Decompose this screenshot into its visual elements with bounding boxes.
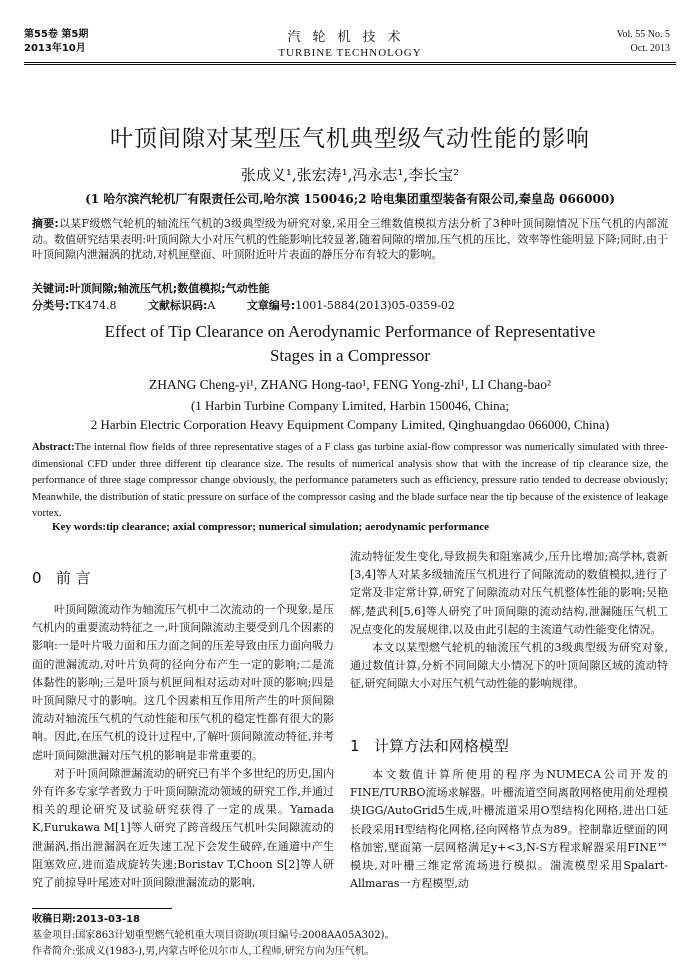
journal-name-en: TURBINE TECHNOLOGY <box>278 47 422 59</box>
right-column-bottom <box>350 766 668 893</box>
right-column-top <box>350 548 668 694</box>
keywords-en-label: Key words: <box>52 521 107 533</box>
article-no-label: 文章编号: <box>246 299 296 312</box>
doc-code-value: A <box>207 299 216 312</box>
right-paragraph-1: 流动特征发生变化,导致损失和阻塞减少,压升比增加;高学林,袁新[3,4]等人对某多级轴流压气机进行了间隙流动的数值模拟,进行了定常及非定常计算,研究了间隙流动对压气机整体性能的影响;吴艳辉,楚武利[5,6]等人研究了叶顶间隙的流动结构,泄漏随压气机工况点变化的发展规律,以及由此引起的主流道气动性能变化情况。 <box>350 550 668 636</box>
abstract-zh <box>32 216 668 263</box>
authors-zh: 张成义¹,张宏涛¹,冯永志¹,李长宝² <box>240 166 460 184</box>
header-right <box>617 28 670 56</box>
affiliation-en-1: (1 Harbin Turbine Company Limited, Harbin 150046, China; <box>190 398 510 413</box>
affiliation-zh: (1 哈尔滨汽轮机厂有限责任公司,哈尔滨 150046;2 哈电集团重型装备有限公司,秦皇岛 066000) <box>85 192 615 206</box>
paper-title-zh: 叶顶间隙对某型压气机典型级气动性能的影响 <box>110 126 590 152</box>
date-zh: 2013年10月 <box>24 43 86 54</box>
paper-title-en <box>0 320 700 368</box>
authors-en: ZHANG Cheng-yi¹, ZHANG Hong-tao¹, FENG Yong-zhi¹, LI Chang-bao² <box>148 377 552 392</box>
keywords-zh-text: 叶顶间隙;轴流压气机;数值模拟;气动性能 <box>69 282 270 295</box>
section-1-number: 1 <box>350 737 360 755</box>
footnotes <box>32 912 395 960</box>
cls-label: 分类号: <box>32 299 70 312</box>
left-paragraph-1: 叶顶间隙流动作为轴流压气机中二次流动的一个现象,是压气机内的重要流动特征之一,叶顶间隙流动主要受到几个因素的影响:一是叶片吸力面和压力面之间的压差导致由压力面向吸力面的泄漏流动,对叶片负荷的径向分布产生一定的影响;二是流体黏性的影响;三是叶顶与机匣间相对运动对叶顶的影响;四是叶顶间隙尺寸的影响。这几个因素相互作用所产生的叶顶间隙流动对轴流压气机的气动性能和压气机的稳定性都有很大的影响。因此,在压气机的设计过程中,了解叶顶间隙流动特征,并考虑叶顶间隙泄漏对压气机的影响是非常重要的。 <box>32 603 334 762</box>
doc-code-label: 文献标识码: <box>147 299 208 312</box>
right-paragraph-3: 本文数值计算所使用的程序为NUMECA公司开发的FINE/TURBO流场求解器。叶栅流道空间离散网格使用前处理模块IGG/AutoGrid5生成,叶栅流道采用O型结构化网格,进出口延长段采用H型结构化网格,径向网格节点为89。控制靠近壁面的网格加密,壁面第一层网格满足y+<3,N-S方程求解器采用FINE™模块,对叶栅三维定常流场进行模拟。湍流模型采用Spalart-Allmaras一方程模型,动 <box>350 768 668 891</box>
article-no-value: 1001-5884(2013)05-0359-02 <box>295 299 455 312</box>
abstract-en <box>32 440 668 523</box>
abstract-en-text: The internal flow fields of three representative stages of a F class gas turbine axial-flow compressor was numerically simulated with three-dimensional CFD under three different tip clearance size. The results of numerical analysis show that with the increase of tip clearance size, the performance of three stage compressor change obviously, the performance parameters such as efficiency, pressure ratio tended to decrease obviously; Meanwhile, the distribution of static pressure on surface of the compressor casing and the blade surface near the tip because of the existence of leakage vortex. <box>32 442 668 519</box>
section-0-heading <box>32 567 91 588</box>
date-en: Oct. 2013 <box>630 43 670 54</box>
keywords-en <box>52 521 489 533</box>
journal-name-zh: 汽轮机技术 <box>287 30 413 45</box>
footnote-fund: 基金项目:国家863计划重型燃气轮机重大项目资助(项目编号:2008AA05A302)。 <box>32 930 395 941</box>
affiliation-en-2: 2 Harbin Electric Corporation Heavy Equipment Company Limited, Qinghuangdao 066000, China) <box>90 417 610 432</box>
abstract-zh-label: 摘要: <box>32 217 59 230</box>
paper-title-en-line2: Stages in a Compressor <box>269 346 431 365</box>
header-center <box>0 26 700 59</box>
keywords-en-text: tip clearance; axial compressor; numerical simulation; aerodynamic performance <box>106 521 490 533</box>
paper-title-en-line1: Effect of Tip Clearance on Aerodynamic Performance of Representative <box>104 322 596 341</box>
header-rule-thin <box>24 64 676 65</box>
keywords-zh <box>32 280 668 296</box>
left-column <box>32 601 334 892</box>
abstract-en-label: Abstract: <box>32 442 75 453</box>
volume-en: Vol. 55 No. 5 <box>616 29 670 40</box>
section-1-heading <box>350 735 509 756</box>
classification-line <box>32 297 668 313</box>
abstract-zh-text: 以某F级燃气轮机的轴流压气机的3级典型级为研究对象,采用全三维数值模拟方法分析了3种叶顶间隙情况下压气机的内部流动。数值研究结果表明:叶顶间隙大小对压气机的性能影响比较显著,随着间隙的增加,压气机的压比、效率等性能明显下降;同时,由于叶顶间隙内泄漏涡的扰动,对机匣壁面、叶顶附近叶片表面的静压分布有较大的影响。 <box>32 217 669 261</box>
footnote-bio: 作者简介:张成义(1983-),男,内蒙古呼伦贝尔市人,工程师,研究方向为压气机。 <box>32 946 375 957</box>
right-paragraph-2: 本文以某型燃气轮机的轴流压气机的3级典型级为研究对象,通过数值计算,分析不同间隙大小情况下的叶顶间隙区域的流动特征,研究间隙大小对压气机气动性能的影响规律。 <box>350 641 668 691</box>
section-0-title: 前 言 <box>55 569 91 587</box>
section-1-title: 计算方法和网格模型 <box>373 737 509 755</box>
header-rule <box>24 62 676 63</box>
keywords-zh-label: 关键词: <box>32 282 70 295</box>
section-0-number: 0 <box>32 569 42 587</box>
left-paragraph-2: 对于叶顶间隙泄漏流动的研究已有半个多世纪的历史,国内外有许多专家学者致力于叶顶间隙流动领域的研究工作,并通过相关的理论研究及试验研究获得了一定的成果。Yamada K,Furukawa M[1]等人研究了跨音级压气机叶尖间隙流动的泄漏涡,指出泄漏涡在近失速工况下会发生破碎,在通道中产生阻塞效应,进而造成旋转失速;Boristav T,Choon S[2]等人研究了前掠导叶尾迹对叶顶间隙泄漏流动的影响, <box>32 766 334 890</box>
footnote-rule <box>32 908 172 909</box>
volume-zh: 第55卷 第5期 <box>24 29 89 40</box>
footnote-received: 收稿日期:2013-03-18 <box>32 914 140 925</box>
cls-value: TK474.8 <box>69 299 117 312</box>
